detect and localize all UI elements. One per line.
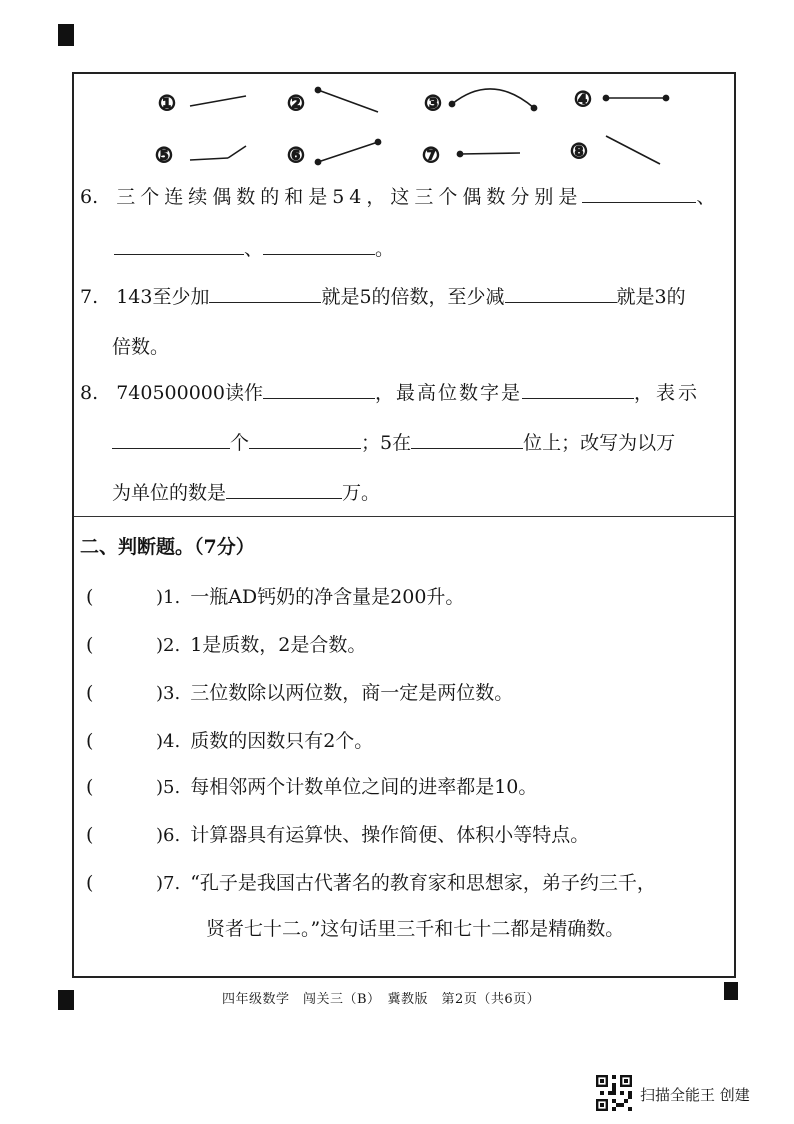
judge-text: 每相邻两个计数单位之间的进率都是10。	[190, 776, 538, 798]
judge-paren-open[interactable]: (	[86, 682, 94, 704]
figure-label-3: ③	[424, 91, 442, 115]
figure-3-endpoint-b	[531, 105, 536, 110]
q8-text-d: 个	[230, 432, 250, 454]
figure-label-7: ⑦	[422, 143, 440, 167]
question-6-line-2	[114, 236, 394, 262]
q8-text-e: ；5在	[361, 432, 412, 454]
question-7	[80, 284, 686, 310]
figure-label-2: ②	[287, 91, 305, 115]
q7-text-c: 就是3的	[616, 286, 686, 308]
qr-code-icon	[596, 1075, 632, 1111]
figure-label-6: ⑥	[287, 143, 305, 167]
judge-paren-open[interactable]: (	[86, 872, 94, 894]
judge-text: 计算器具有运算快、操作简便、体积小等特点。	[190, 824, 590, 846]
q8-text-a: 740500000读作	[116, 382, 263, 404]
judge-paren-open[interactable]: (	[86, 776, 94, 798]
q8-number: 8.	[80, 382, 99, 404]
q8-text-h: 万。	[342, 482, 381, 504]
q6-blank-3[interactable]	[263, 236, 375, 255]
figure-6-endpoint-b	[375, 139, 380, 144]
page-footer: 四年级数学 闯关三（B） 冀教版 第2页（共6页）	[222, 992, 541, 1007]
judge-number: )4.	[156, 731, 181, 752]
figure-5-line-b	[228, 146, 246, 158]
figure-4-endpoint-b	[663, 95, 668, 100]
judge-text: 三位数除以两位数，商一定是两位数。	[190, 682, 514, 704]
q7-text-a: 143至少加	[116, 286, 210, 308]
judge-paren-open[interactable]: (	[86, 586, 94, 608]
judge-item-6	[86, 820, 589, 847]
figure-2-ray	[318, 90, 378, 112]
judge-number: )6.	[156, 825, 181, 846]
judge-text: “孔子是我国古代著名的教育家和思想家，弟子约三千，	[190, 872, 656, 894]
judge-number: )5.	[156, 777, 181, 798]
q6-blank-1[interactable]	[582, 184, 696, 203]
judge-paren-open[interactable]: (	[86, 634, 94, 656]
judge-text: 质数的因数只有2个。	[190, 730, 374, 752]
judge-paren-open[interactable]: (	[86, 730, 94, 752]
judge-number: )1.	[156, 587, 181, 608]
q8-blank-6[interactable]	[226, 480, 342, 499]
figure-7-endpoint	[457, 151, 462, 156]
figure-1-line	[190, 96, 246, 106]
q7-blank-1[interactable]	[209, 284, 321, 303]
scanner-watermark: 扫描全能王 创建	[640, 1086, 750, 1104]
q8-blank-4[interactable]	[249, 430, 361, 449]
q7-text-d: 倍数。	[112, 336, 170, 358]
figure-6-endpoint-a	[315, 159, 320, 164]
judge-number: )7.	[156, 873, 181, 894]
judge-paren-open[interactable]: (	[86, 824, 94, 846]
judge-item-5	[86, 772, 537, 799]
judge-text: 1是质数，2是合数。	[190, 634, 367, 656]
figure-4-endpoint-a	[603, 95, 608, 100]
figure-label-8: ⑧	[570, 139, 588, 163]
figure-7-ray	[460, 153, 520, 154]
q8-text-f: 位上；改写为以万	[523, 432, 676, 454]
q8-text-b: ，最高位数字是	[374, 382, 522, 404]
q8-blank-1[interactable]	[263, 380, 375, 399]
question-7-line-2	[112, 334, 169, 360]
judge-item-1	[86, 582, 464, 609]
figure-6-segment	[318, 142, 378, 162]
figure-label-4: ④	[574, 87, 592, 111]
q7-number: 7.	[80, 286, 99, 308]
question-8	[80, 380, 700, 406]
q6-end: 。	[375, 238, 395, 260]
q8-blank-2[interactable]	[522, 380, 634, 399]
judge-number: )3.	[156, 683, 181, 704]
q6-sep-1: 、	[696, 186, 716, 208]
judge-item-3	[86, 678, 513, 705]
figure-5-line	[190, 158, 228, 160]
question-8-line-2	[112, 430, 675, 456]
q7-blank-2[interactable]	[505, 284, 617, 303]
judge-text: 一瓶AD钙奶的净含量是200升。	[190, 586, 465, 608]
q6-text: 三个连续偶数的和是54，这三个偶数分别是	[116, 186, 583, 208]
judge-item-7-line-2: 贤者七十二。”这句话里三千和七十二都是精确数。	[206, 918, 625, 940]
figure-8-line	[606, 136, 660, 164]
q6-sep-2: 、	[244, 238, 264, 260]
judge-number: )2.	[156, 635, 181, 656]
q7-text-b: 就是5的倍数，至少减	[321, 286, 505, 308]
q8-blank-3[interactable]	[112, 430, 230, 449]
figure-label-5: ⑤	[155, 143, 173, 167]
section-heading: 二、判断题。（7分）	[80, 536, 255, 558]
q6-blank-2[interactable]	[114, 236, 244, 255]
q8-text-c: ，表示	[634, 382, 701, 404]
figure-label-1: ①	[158, 91, 176, 115]
figure-3-curve	[452, 89, 534, 108]
judge-item-2	[86, 630, 366, 657]
figure-3-endpoint-a	[449, 101, 454, 106]
question-8-line-3	[112, 480, 380, 506]
figure-2-endpoint	[315, 87, 320, 92]
judge-item-7	[86, 868, 656, 895]
judge-item-4	[86, 726, 373, 753]
q6-number: 6.	[80, 186, 99, 208]
question-6	[80, 184, 715, 210]
q8-blank-5[interactable]	[411, 430, 523, 449]
q8-text-g: 为单位的数是	[112, 482, 227, 504]
